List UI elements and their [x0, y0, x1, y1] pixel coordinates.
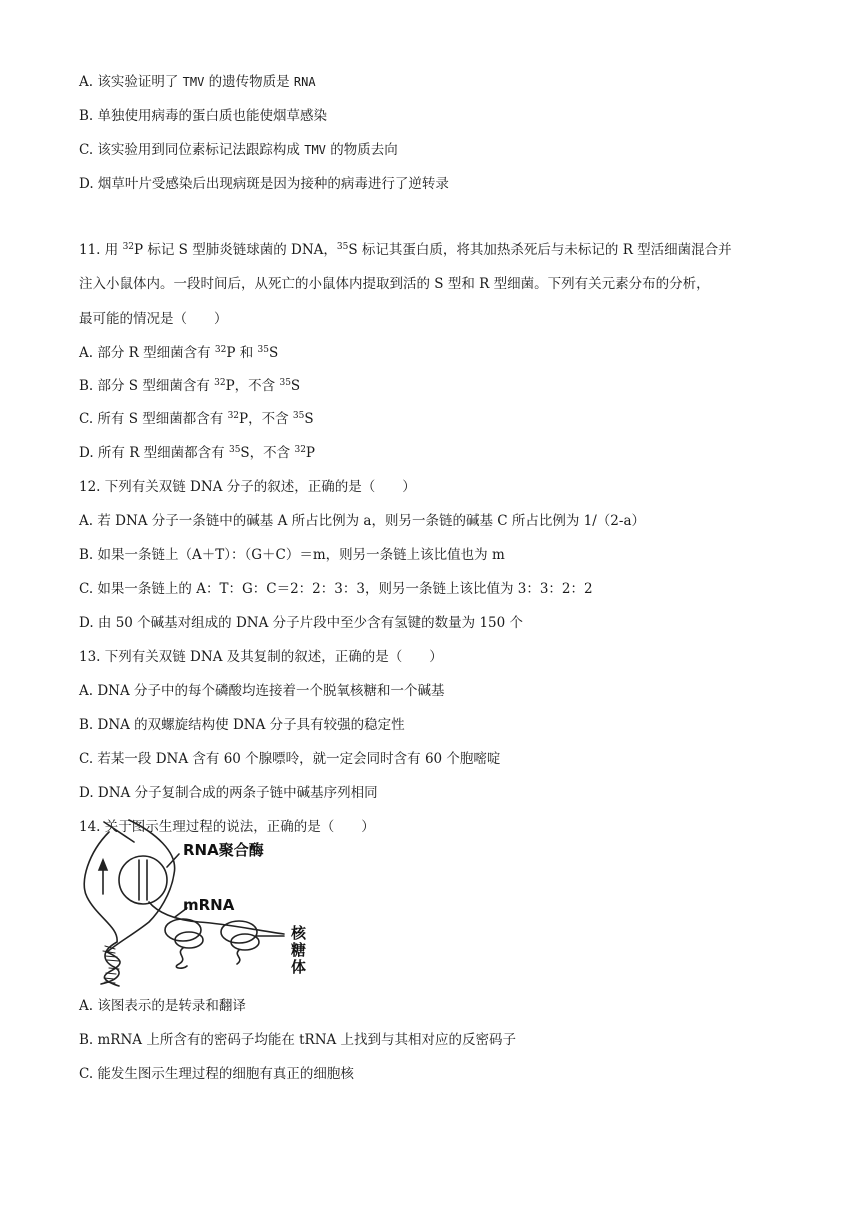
q11-option-b: B. 部分 S 型细菌含有 $^{32}$P，不含 $^{35}$S	[79, 378, 301, 394]
q10-option-b: B. 单独使用病毒的蛋白质也能使烟草感染	[79, 108, 328, 124]
q14-stem: 14. 关于图示生理过程的说法，正确的是（ ）	[79, 819, 375, 835]
ribosome-2-large	[221, 921, 257, 943]
q13-option-d: D. DNA 分子复制合成的两条子链中碱基序列相同	[79, 785, 378, 801]
q11-option-a: A. 部分 R 型细菌含有 $^{32}$P 和 $^{35}$S	[79, 345, 279, 361]
q10-option-a: A. 该实验证明了 TMV 的遗传物质是 RNA	[79, 74, 316, 90]
q13-option-a: A. DNA 分子中的每个磷酸均连接着一个脱氧核糖和一个碱基	[79, 683, 445, 699]
q10-option-c: C. 该实验用到同位素标记法跟踪构成 TMV 的物质去向	[79, 142, 398, 158]
q14-option-c: C. 能发生图示生理过程的细胞有真正的细胞核	[79, 1066, 354, 1082]
q12-stem: 12. 下列有关双链 DNA 分子的叙述，正确的是（ ）	[79, 479, 416, 495]
transcription-translation-figure	[79, 812, 319, 987]
ribosome-label-1: 核	[291, 924, 307, 942]
q10-option-d: D. 烟草叶片受感染后出现病斑是因为接种的病毒进行了逆转录	[79, 176, 449, 192]
q11-stem-line-3: 最可能的情况是（ ）	[79, 311, 228, 327]
q12-option-b: B. 如果一条链上（A＋T）：（G＋C）＝m，则另一条链上该比值也为 m	[79, 547, 505, 563]
q11-stem-line-1: 11. 用 $^{32}$P 标记 S 型肺炎链球菌的 DNA，$^{35}$S 标记其蛋白质，将其加热杀死后与未标记的 R 型活细菌混合并	[79, 242, 732, 258]
rna-polymerase-shape	[119, 856, 167, 904]
q13-stem: 13. 下列有关双链 DNA 及其复制的叙述，正确的是（ ）	[79, 649, 443, 665]
q12-option-d: D. 由 50 个碱基对组成的 DNA 分子片段中至少含有氢键的数量为 150 个	[79, 615, 524, 631]
dna-strand-left	[84, 832, 117, 942]
q13-option-c: C. 若某一段 DNA 含有 60 个腺嘌呤，就一定会同时含有 60 个胞嘧啶	[79, 751, 501, 767]
q14-option-a: A. 该图表示的是转录和翻译	[79, 998, 246, 1014]
ribosome-1-large	[165, 919, 201, 941]
q13-option-b: B. DNA 的双螺旋结构使 DNA 分子具有较强的稳定性	[79, 717, 405, 733]
ribosome-label-3: 体	[291, 958, 307, 976]
q11-option-d: D. 所有 R 型细菌都含有 $^{35}$S，不含 $^{32}$P	[79, 445, 316, 461]
rna-polymerase-label: RNA聚合酶	[183, 841, 264, 859]
ribosome-label-2: 糖	[291, 941, 307, 959]
q11-option-c: C. 所有 S 型细菌都含有 $^{32}$P，不含 $^{35}$S	[79, 411, 314, 427]
q12-option-a: A. 若 DNA 分子一条链中的碱基 A 所占比例为 a，则另一条链的碱基 C 所占比例为 1/（2-a）	[79, 513, 646, 529]
q14-option-b: B. mRNA 上所含有的密码子均能在 tRNA 上找到与其相对应的反密码子	[79, 1032, 517, 1048]
q11-stem-line-2: 注入小鼠体内。一段时间后，从死亡的小鼠体内提取到活的 S 型和 R 型细菌。下列有关元素分布的分析，	[79, 276, 710, 292]
q12-option-c: C. 如果一条链上的 A：T：G：C＝2：2：3：3，则另一条链上该比值为 3：3：2：2	[79, 581, 593, 597]
mrna-label: mRNA	[183, 896, 235, 914]
